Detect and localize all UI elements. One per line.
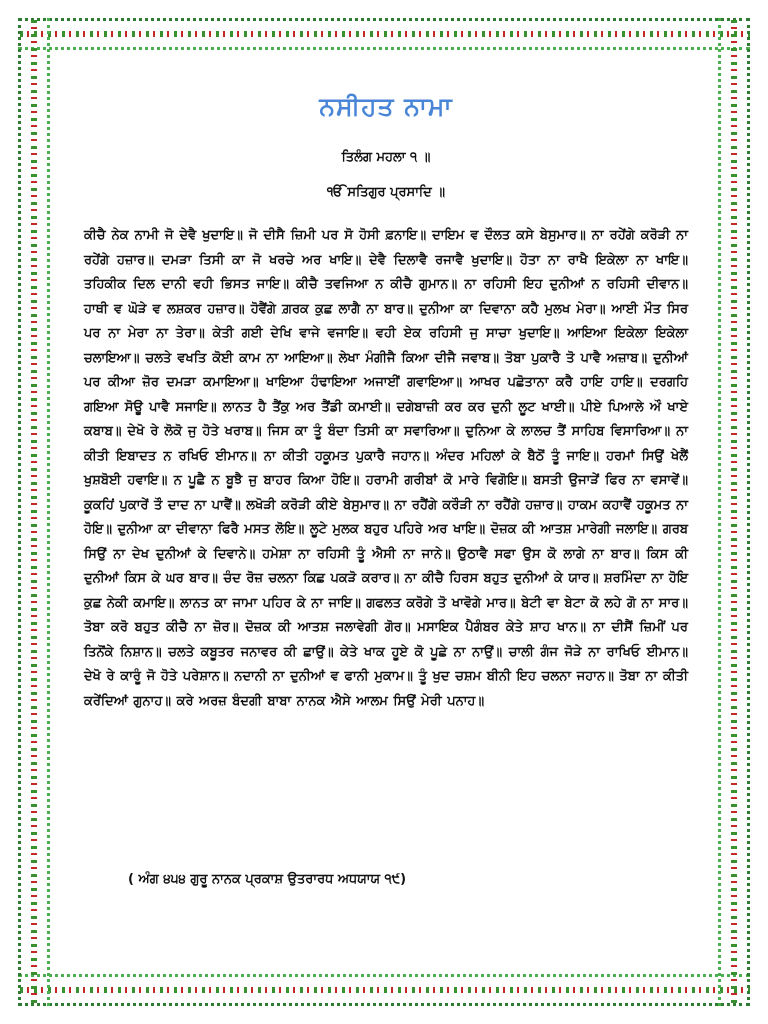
body-paragraph: ਕੀਚੈ ਨੇਕ ਨਾਮੀ ਜੋ ਦੇਵੈ ਖੁਦਾਇ॥ ਜੋ ਦੀਸੈ ਜ਼ਿਮੀ ਪਰ ਸੋ ਹੋਸੀ ਫ਼ਨਾਇ॥ ਦਾਇਮ ਵ ਦੌਲਤ ਕਸੇ ਬੇਸੁਮਾਰ॥ ਨਾ ਰਹੇਂਗੇ ਕਰੋੜੀ ਨਾ ਰਹੇਂਗੇ ਹਜ਼ਾਰ॥ ਦਮੜਾ ਤਿਸੀ ਕਾ ਜੋ ਖਰਚੇ ਅਰ ਖਾਇ॥ ਦੇਵੈ ਦਿਲਾਵੈ ਰਜਾਵੈ ਖੁਦਾਇ॥ ਹੋਤਾ ਨਾ ਰਾਖੈ ਇਕੇਲਾ ਨਾ ਖਾਇ॥ ਤਹਿਕੀਕ ਦਿਲ ਦਾਨੀ ਵਹੀ ਭਿਸਤ ਜਾਇ॥ ਕੀਚੈ ਤਵਜਿਆ ਨ ਕੀਚੈ ਗੁਮਾਨ॥ ਨਾ ਰਹਿਸੀ ਇਹ ਦੁਨੀਆਂ ਨ ਰਹਿਸੀ ਦੀਵਾਨ॥ ਹਾਥੀ ਵ ਘੋੜੇ ਵ ਲਸ਼ਕਰ ਹਜ਼ਾਰ॥ ਹੋਵੈਂਗੇ ਗ਼ਰਕ ਕੁਛ ਲਾਗੈ ਨਾ ਬਾਰ॥ ਦੁਨੀਆ ਕਾ ਦਿਵਾਨਾ ਕਹੈ ਮੁਲਖ ਮੇਰਾ॥ ਆਈ ਮੌਤ ਸਿਰ ਪਰ ਨਾ ਮੇਰਾ ਨਾ ਤੇਰਾ॥ ਕੇਤੀ ਗਈ ਦੇਖਿ ਵਾਜੇ ਵਜਾਇ॥ ਵਹੀ ਏਕ ਰਹਿਸੀ ਜੁ ਸਾਚਾ ਖੁਦਾਇ॥ ਆਇਆ ਇਕੇਲਾ ਇਕੇਲਾ ਚਲਾਇਆ॥ ਚਲਤੇ ਵਖਤਿ ਕੋਈ ਕਾਮ ਨਾ ਆਇਆ॥ ਲੇਖਾ ਮੰਗੀਜੈ ਕਿਆ ਦੀਜੈ ਜਵਾਬ॥ ਤੋਬਾ ਪੁਕਾਰੈ ਤੋ ਪਾਵੈ ਅਜ਼ਾਬ॥ ਦੁਨੀਆਂ ਪਰ ਕੀਆ ਜ਼ੋਰ ਦਮੜਾ ਕਮਾਇਆ॥ ਖਾਇਆ ਹੰਢਾਇਆ ਅਜਾਈਂ ਗਵਾਇਆ॥ ਆਖਰ ਪਛੋਤਾਨਾ ਕਰੈ ਹਾਇ ਹਾਇ॥ ਦਰਗਹਿ ਗਇਆ ਸੋਊ ਪਾਵੈ ਸਜਾਇ॥ ਲਾਨਤ ਹੈ ਤੈਂਕੁ ਅਰ ਤੈਂਡੀ ਕਮਾਈ॥ ਦਗੇਬਾਜ਼ੀ ਕਰ ਕਰ ਦੁਨੀ ਲੂਟ ਖਾਈ॥ ਪੀਏ ਪਿਆਲੇ ਔ ਖਾਏ ਕਬਾਬ॥ ਦੇਖੋ ਰੇ ਲੋਕੋ ਜੁ ਹੋਤੇ ਖਰਾਬ॥ ਜਿਸ ਕਾ ਤੂੰ ਬੰਦਾ ਤਿਸੀ ਕਾ ਸਵਾਰਿਆ॥ ਦੁਨਿਆ ਕੇ ਲਾਲਚ ਤੈਂ ਸਾਹਿਬ ਵਿਸਾਰਿਆ॥ ਨਾ ਕੀਤੀ ਇਬਾਦਤ ਨ ਰਖਿਓ ਈਮਾਨ॥ ਨਾ ਕੀਤੀ ਹਕੂਮਤ ਪੁਕਾਰੈ ਜਹਾਨ॥ ਅੰਦਰ ਮਹਿਲਾਂ ਕੇ ਬੈਠੋਂ ਤੂੰ ਜਾਇ॥ ਹਰਮਾਂ ਸਿਉਂ ਖੇਲੈਂ ਖੁਸ਼ਬੋਈ ਹਵਾਇ॥ ਨ ਪੂਛੈ ਨ ਬੂਝੈ ਜੁ ਬਾਹਰ ਕਿਆ ਹੋਇ॥ ਹਰਾਮੀ ਗਰੀਬਾਂ ਕੋ ਮਾਰੇ ਵਿਗੋਇ॥ ਬਸਤੀ ਉਜਾੜੇਂ ਫਿਰ ਨਾ ਵਸਾਵੇਂ॥ ਕੂਕਹਿਂ ਪੁਕਾਰੇਂ ਤੌ ਦਾਦ ਨਾ ਪਾਵੈਂ॥ ਲਖੋੜੀ ਕਰੋੜੀ ਕੀਏ ਬੇਸੁਮਾਰ॥ ਨਾ ਰਹੈਂਗੇ ਕਰੌੜੀ ਨਾ ਰਹੈਂਗੇ ਹਜ਼ਾਰ॥ ਹਾਕਮ ਕਹਾਵੈਂ ਹਕੂਮਤ ਨਾ ਹੋਇ॥ ਦੁਨੀਆ ਕਾ ਦੀਵਾਨਾ ਫਿਰੈ ਮਸਤ ਲੋਇ॥ ਲੂਟੇ ਮੁਲਕ ਬਹੁਰ ਪਹਿਰੇ ਅਰ ਖਾਇ॥ ਦੋਜ਼ਕ ਕੀ ਆਤਸ਼ ਮਾਰੇਗੀ ਜਲਾਇ॥ ਗਰਬ ਸਿਉਂ ਨਾ ਦੇਖ ਦੁਨੀਆਂ ਕੇ ਦਿਵਾਨੇ॥ ਹਮੇਸ਼ਾ ਨਾ ਰਹਿਸੀ ਤੂੰ ਐਸੀ ਨਾ ਜਾਨੇ॥ ਉਠਾਵੈ ਸਫਾ ਉਸ ਕੋ ਲਾਗੇ ਨਾ ਬਾਰ॥ ਕਿਸ ਕੀ ਦੁਨੀਆਂ ਕਿਸ ਕੇ ਘਰ ਬਾਰ॥ ਚੰਦ ਰੋਜ਼ ਚਲਨਾ ਕਿਛ ਪਕੜੋ ਕਰਾਰ॥ ਨਾ ਕੀਚੈ ਹਿਰਸ ਬਹੁਤ ਦੁਨੀਆਂ ਕੇ ਯਾਰ॥ ਸ਼ਰਮਿੰਦਾ ਨਾ ਹੋਇ ਕੁਛ ਨੇਕੀ ਕਮਾਇ॥ ਲਾਨਤ ਕਾ ਜਾਮਾ ਪਹਿਰ ਕੇ ਨਾ ਜਾਇ॥ ਗਫਲਤ ਕਰੋਗੇ ਤੋ ਖਾਵੋਗੇ ਮਾਰ॥ ਬੇਟੀ ਵਾ ਬੇਟਾ ਕੋ ਲਹੇ ਗੋ ਨਾ ਸਾਰ॥ ਤੋਬਾ ਕਰੋ ਬਹੁਤ ਕੀਚੈ ਨਾ ਜ਼ੋਰ॥ ਦੋਜ਼ਕ ਕੀ ਆਤਸ਼ ਜਲਾਵੇਗੀ ਗੋਰ॥ ਮਸਾਇਕ ਪੈਗੰਬਰ ਕੇਤੇ ਸ਼ਾਹ ਖਾਨ॥ ਨਾ ਦੀਸੈਂ ਜ਼ਿਮੀਂ ਪਰ ਤਿਨੋਂਕੇ ਨਿਸ਼ਾਨ॥ ਚਲਤੇ ਕਬੂਤਰ ਜਨਾਵਰ ਕੀ ਛਾਉਂ॥ ਕੇਤੇ ਖਾਕ ਹੂਏ ਕੋ ਪੂਛੇ ਨਾ ਨਾਉਂ॥ ਚਾਲੀ ਗੰਜ ਜੋੜੇ ਨਾ ਰਾਖਿਓ ਈਮਾਨ॥ ਦੇਖੋ ਰੇ ਕਾਰੂੰ ਜੋ ਹੋਤੇ ਪਰੇਸ਼ਾਨ॥ ਨਦਾਨੀ ਨਾ ਦੁਨੀਆਂ ਵ ਫਾਨੀ ਮੁਕਾਮ॥ ਤੂੰ ਖੁਦ ਚਸ਼ਮ ਬੀਨੀ ਇਹ ਚਲਨਾ ਜਹਾਨ॥ ਤੋਬਾ ਨਾ ਕੀਤੀ ਕਰੇਂਦਿਆਂ ਗੁਨਾਹ॥ ਕਰੇ ਅਰਜ਼ ਬੰਦਗੀ ਬਾਬਾ ਨਾਨਕ ਐਸੇ ਆਲਮ ਸਿਉਂ ਮੇਰੀ ਪਨਾਹ॥ [84,228,688,709]
invocation-line: ੴ ਸਤਿਗੁਰ ਪ੍ਰਸਾਦਿ ॥ [326,185,446,200]
document-title: ਨਸੀਹਤ ਨਾਮਾ [319,92,453,121]
source-reference: ( ਅੰਗ ੪੫੪ ਗੁਰੂ ਨਾਨਕ ਪ੍ਰਕਾਸ਼ ਉਤਰਾਰਧ ਅਧਯਾਯ ੧੯) [128,872,407,887]
vine-border-top [18,18,750,50]
document-content [84,92,688,714]
vine-border-left [18,18,50,1006]
section-heading: ਤਿਲੰਗ ਮਹਲਾ ੧ ॥ [341,150,431,165]
vine-border-bottom [18,974,750,1006]
vine-border-right [718,18,750,1006]
